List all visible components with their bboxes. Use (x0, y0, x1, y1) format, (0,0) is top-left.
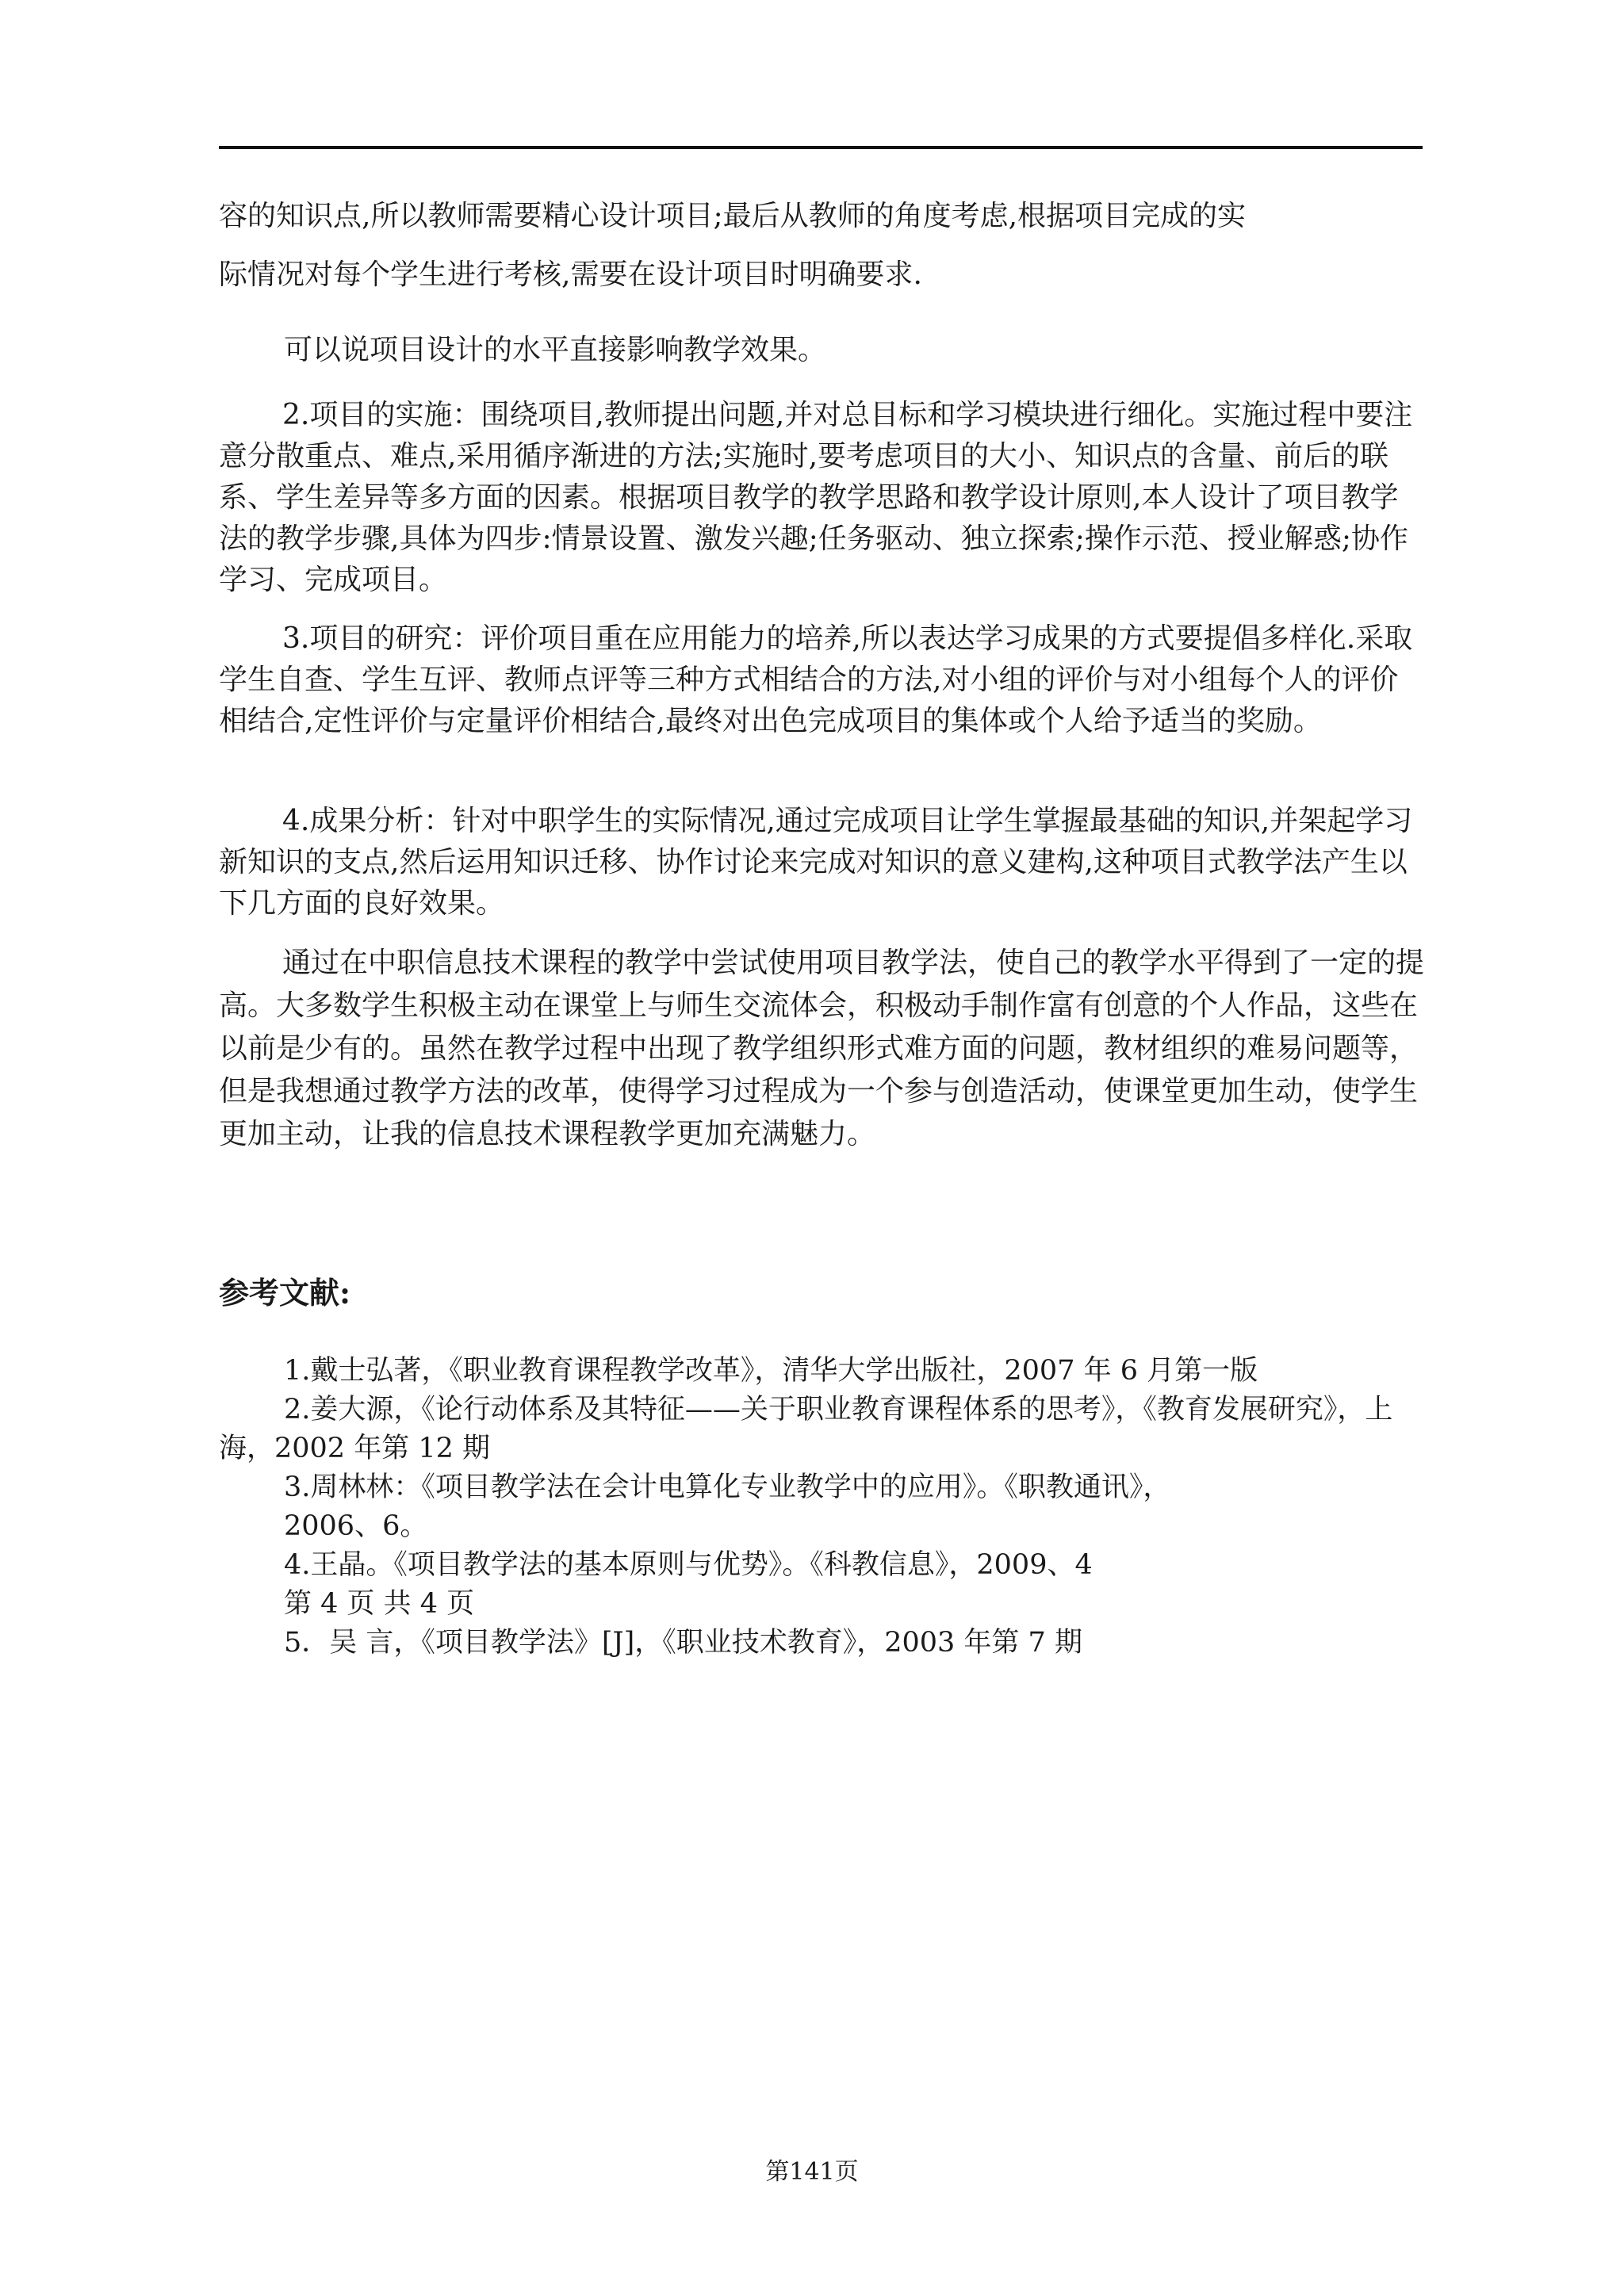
intro-line-2: 际情况对每个学生进行考核,需要在设计项目时明确要求. (219, 258, 922, 291)
embedded-page-counter: 第 4 页 共 4 页 (284, 1588, 475, 1620)
intro-text (219, 187, 1424, 304)
reference-item: 4.王晶。《项目教学法的基本原则与优势》。《科教信息》，2009、4 (284, 1549, 1093, 1581)
intro-line-1: 容的知识点,所以教师需要精心设计项目;最后从教师的角度考虑,根据项目完成的实 (219, 200, 1247, 232)
paragraph-conclusion: 通过在中职信息技术课程的教学中尝试使用项目教学法，使自己的教学水平得到了一定的提高。大多数学生积极主动在课堂上与师生交流体会，积极动手制作富有创意的个人作品，这些在以前是少有的。虽然在教学过程中出现了教学组织形式难方面的问题，教材组织的难易问题等，但是我想通过教学方法的改革，使得学习过程成为一个参与创造活动，使课堂更加生动，使学生更加主动，让我的信息技术课程教学更加充满魅力。 (219, 947, 1425, 1150)
references-list (219, 1352, 1432, 1663)
paragraph-results: 4.成果分析：针对中职学生的实际情况,通过完成项目让学生掌握最基础的知识,并架起学习新知识的支点,然后运用知识迁移、协作讨论来完成对知识的意义建构,这种项目式教学法产生以下几方面的良好效果。 (219, 805, 1413, 920)
reference-item-continuation: 2006、6。 (284, 1510, 428, 1542)
reference-item: 3.周林林：《项目教学法在会计电算化专业教学中的应用》。《职教通讯》， (284, 1471, 1171, 1503)
reference-item: 1.戴士弘著，《职业教育课程教学改革》，清华大学出版社，2007 年 6 月第一版 (284, 1355, 1258, 1387)
paragraph-implementation: 2.项目的实施：围绕项目,教师提出问题,并对总目标和学习模块进行细化。实施过程中要注意分散重点、难点,采用循序渐进的方法;实施时,要考虑项目的大小、知识点的含量、前后的联系、学生差异等多方面的因素。根据项目教学的教学思路和教学设计原则,本人设计了项目教学法的教学步骤,具体为四步:情景设置、激发兴趣;任务驱动、独立探索;操作示范、授业解惑;协作学习、完成项目。 (219, 399, 1413, 596)
reference-item: 5．吴 言，《项目教学法》[J]，《职业技术教育》，2003 年第 7 期 (284, 1627, 1082, 1659)
page-number: 第141页 (765, 2158, 859, 2186)
summary-sentence: 可以说项目设计的水平直接影响教学效果。 (284, 334, 827, 366)
paragraph-research: 3.项目的研究：评价项目重在应用能力的培养,所以表达学习成果的方式要提倡多样化.采取学生自查、学生互评、教师点评等三种方式相结合的方法,对小组的评价与对小组每个人的评价相结合,定性评价与定量评价相结合,最终对出色完成项目的集体或个人给予适当的奖励。 (219, 622, 1413, 737)
reference-item: 2.姜大源，《论行动体系及其特征——关于职业教育课程体系的思考》，《教育发展研究》，上海，2002 年第 12 期 (219, 1394, 1393, 1464)
references-heading: 参考文献: (219, 1275, 351, 1311)
header-rule (219, 146, 1423, 149)
